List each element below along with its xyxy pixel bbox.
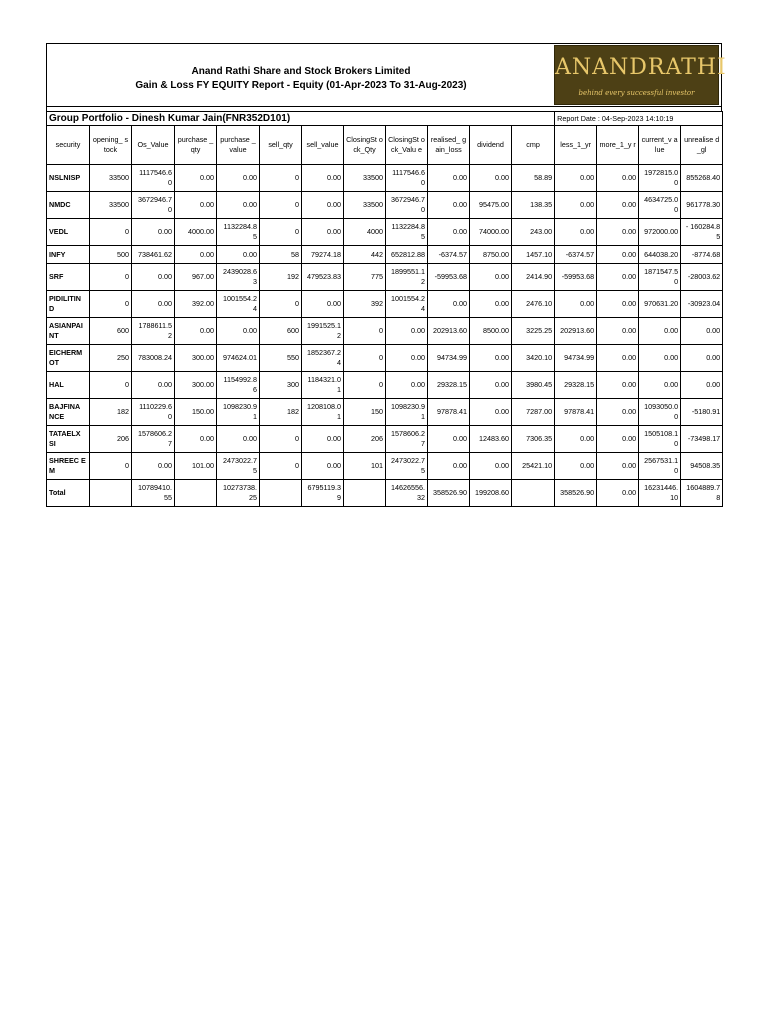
cell-opening_stock: 182 bbox=[90, 399, 132, 426]
cell-sell_qty: 0 bbox=[260, 453, 302, 480]
cell-dividend: 0.00 bbox=[470, 399, 512, 426]
cell-dividend: 0.00 bbox=[470, 345, 512, 372]
report-title bbox=[47, 65, 555, 93]
cell-less_1_yr: 0.00 bbox=[555, 426, 597, 453]
cell-less_1_yr: 97878.41 bbox=[555, 399, 597, 426]
cell-sell_value: 0.00 bbox=[302, 165, 344, 192]
cell-dividend: 0.00 bbox=[470, 264, 512, 291]
cell-cmp: 2476.10 bbox=[512, 291, 555, 318]
cell-ClosingStock_Qty: 33500 bbox=[344, 192, 386, 219]
cell-purchase_qty: 300.00 bbox=[175, 372, 217, 399]
cell-realised_gain_loss: 0.00 bbox=[428, 165, 470, 192]
security-cell: NMDC bbox=[47, 192, 90, 219]
cell-more_1_yr: 0.00 bbox=[597, 219, 639, 246]
cell-cmp: 1457.10 bbox=[512, 246, 555, 264]
cell-dividend: 8750.00 bbox=[470, 246, 512, 264]
cell-current_value: 0.00 bbox=[639, 318, 681, 345]
cell-unrealised_gl: 961778.30 bbox=[681, 192, 723, 219]
cell-less_1_yr: -6374.57 bbox=[555, 246, 597, 264]
table-row bbox=[47, 453, 723, 480]
cell-ClosingStock_Qty: 0 bbox=[344, 372, 386, 399]
cell-current_value: 1093050.0 0 bbox=[639, 399, 681, 426]
cell-ClosingStock_Qty: 101 bbox=[344, 453, 386, 480]
cell-realised_gain_loss: 0.00 bbox=[428, 291, 470, 318]
cell-purchase_value: 1154992.8 6 bbox=[217, 372, 260, 399]
cell-opening_stock: 600 bbox=[90, 318, 132, 345]
cell-sell_qty: 0 bbox=[260, 192, 302, 219]
cell-realised_gain_loss: -59953.68 bbox=[428, 264, 470, 291]
cell-purchase_value: 1001554.2 4 bbox=[217, 291, 260, 318]
cell-unrealised_gl: -73498.17 bbox=[681, 426, 723, 453]
cell-purchase_value: 1098230.9 1 bbox=[217, 399, 260, 426]
cell-purchase_qty: 392.00 bbox=[175, 291, 217, 318]
security-cell: INFY bbox=[47, 246, 90, 264]
column-header-more_1_yr: more_1_y r bbox=[597, 126, 639, 165]
security-cell: Total bbox=[47, 480, 90, 507]
cell-dividend: 74000.00 bbox=[470, 219, 512, 246]
cell-cmp: 58.89 bbox=[512, 165, 555, 192]
cell-ClosingStock_Value: 0.00 bbox=[386, 372, 428, 399]
table-row bbox=[47, 246, 723, 264]
cell-current_value: 1972815.0 0 bbox=[639, 165, 681, 192]
column-header-row bbox=[47, 126, 723, 165]
cell-unrealised_gl: -8774.68 bbox=[681, 246, 723, 264]
cell-unrealised_gl: 0.00 bbox=[681, 345, 723, 372]
cell-Os_Value: 10789410. 55 bbox=[132, 480, 175, 507]
cell-purchase_qty: 0.00 bbox=[175, 192, 217, 219]
cell-sell_value: 1852367.2 4 bbox=[302, 345, 344, 372]
cell-sell_qty: 300 bbox=[260, 372, 302, 399]
cell-cmp: 3420.10 bbox=[512, 345, 555, 372]
cell-current_value: 972000.00 bbox=[639, 219, 681, 246]
cell-opening_stock: 0 bbox=[90, 291, 132, 318]
table-row bbox=[47, 372, 723, 399]
column-header-realised_gain_loss: realised_ gain_loss bbox=[428, 126, 470, 165]
cell-realised_gain_loss: 94734.99 bbox=[428, 345, 470, 372]
cell-Os_Value: 783008.24 bbox=[132, 345, 175, 372]
cell-dividend: 0.00 bbox=[470, 291, 512, 318]
cell-sell_qty: 0 bbox=[260, 291, 302, 318]
cell-ClosingStock_Value: 1899551.1 2 bbox=[386, 264, 428, 291]
cell-Os_Value: 738461.62 bbox=[132, 246, 175, 264]
cell-sell_value: 0.00 bbox=[302, 426, 344, 453]
cell-less_1_yr: 94734.99 bbox=[555, 345, 597, 372]
cell-less_1_yr: 202913.60 bbox=[555, 318, 597, 345]
cell-dividend: 8500.00 bbox=[470, 318, 512, 345]
cell-ClosingStock_Qty: 206 bbox=[344, 426, 386, 453]
cell-ClosingStock_Qty: 4000 bbox=[344, 219, 386, 246]
cell-sell_qty: 0 bbox=[260, 165, 302, 192]
column-header-purchase_value: purchase _value bbox=[217, 126, 260, 165]
cell-current_value: 4634725.0 0 bbox=[639, 192, 681, 219]
security-cell: SHREEC EM bbox=[47, 453, 90, 480]
cell-dividend: 199208.60 bbox=[470, 480, 512, 507]
report-subtitle: Gain & Loss FY EQUITY Report - Equity (01-Apr-2023 To 31-Aug-2023) bbox=[135, 80, 467, 91]
cell-ClosingStock_Value: 1132284.8 5 bbox=[386, 219, 428, 246]
cell-more_1_yr: 0.00 bbox=[597, 246, 639, 264]
cell-unrealised_gl: 855268.40 bbox=[681, 165, 723, 192]
cell-more_1_yr: 0.00 bbox=[597, 480, 639, 507]
cell-current_value: 970631.20 bbox=[639, 291, 681, 318]
table-row bbox=[47, 264, 723, 291]
cell-opening_stock: 0 bbox=[90, 219, 132, 246]
cell-ClosingStock_Qty: 0 bbox=[344, 318, 386, 345]
cell-sell_qty: 600 bbox=[260, 318, 302, 345]
cell-ClosingStock_Value: 0.00 bbox=[386, 318, 428, 345]
cell-purchase_value: 10273738. 25 bbox=[217, 480, 260, 507]
cell-realised_gain_loss: 0.00 bbox=[428, 192, 470, 219]
cell-realised_gain_loss: 358526.90 bbox=[428, 480, 470, 507]
cell-Os_Value: 1578606.2 7 bbox=[132, 426, 175, 453]
cell-dividend: 0.00 bbox=[470, 165, 512, 192]
cell-ClosingStock_Qty: 0 bbox=[344, 345, 386, 372]
cell-current_value: 1505108.1 0 bbox=[639, 426, 681, 453]
cell-purchase_value: 0.00 bbox=[217, 192, 260, 219]
cell-purchase_value: 0.00 bbox=[217, 246, 260, 264]
cell-purchase_value: 1132284.8 5 bbox=[217, 219, 260, 246]
security-cell: VEDL bbox=[47, 219, 90, 246]
cell-more_1_yr: 0.00 bbox=[597, 426, 639, 453]
cell-unrealised_gl: -30923.04 bbox=[681, 291, 723, 318]
cell-ClosingStock_Qty: 442 bbox=[344, 246, 386, 264]
security-cell: EICHERM OT bbox=[47, 345, 90, 372]
column-header-ClosingStock_Value: ClosingSt ock_Valu e bbox=[386, 126, 428, 165]
cell-sell_value: 0.00 bbox=[302, 192, 344, 219]
cell-ClosingStock_Value: 652812.88 bbox=[386, 246, 428, 264]
column-header-purchase_qty: purchase _qty bbox=[175, 126, 217, 165]
cell-realised_gain_loss: 202913.60 bbox=[428, 318, 470, 345]
cell-unrealised_gl: -28003.62 bbox=[681, 264, 723, 291]
cell-opening_stock: 250 bbox=[90, 345, 132, 372]
cell-opening_stock: 0 bbox=[90, 264, 132, 291]
column-header-Os_Value: Os_Value bbox=[132, 126, 175, 165]
column-header-dividend: dividend bbox=[470, 126, 512, 165]
cell-cmp: 7306.35 bbox=[512, 426, 555, 453]
cell-sell_qty: 58 bbox=[260, 246, 302, 264]
cell-current_value: 644038.20 bbox=[639, 246, 681, 264]
cell-ClosingStock_Qty: 775 bbox=[344, 264, 386, 291]
cell-sell_value: 479523.83 bbox=[302, 264, 344, 291]
cell-sell_value: 79274.18 bbox=[302, 246, 344, 264]
cell-purchase_qty: 0.00 bbox=[175, 318, 217, 345]
cell-unrealised_gl: -5180.91 bbox=[681, 399, 723, 426]
table-row bbox=[47, 291, 723, 318]
cell-unrealised_gl: - 160284.85 bbox=[681, 219, 723, 246]
cell-opening_stock: 33500 bbox=[90, 165, 132, 192]
cell-purchase_qty: 101.00 bbox=[175, 453, 217, 480]
cell-less_1_yr: 0.00 bbox=[555, 192, 597, 219]
cell-sell_value: 0.00 bbox=[302, 453, 344, 480]
cell-ClosingStock_Qty: 33500 bbox=[344, 165, 386, 192]
cell-Os_Value: 0.00 bbox=[132, 372, 175, 399]
cell-sell_value: 6795119.3 9 bbox=[302, 480, 344, 507]
cell-Os_Value: 3672946.7 0 bbox=[132, 192, 175, 219]
cell-purchase_value: 2439028.6 3 bbox=[217, 264, 260, 291]
cell-ClosingStock_Value: 1001554.2 4 bbox=[386, 291, 428, 318]
cell-opening_stock: 500 bbox=[90, 246, 132, 264]
security-cell: NSLNISP bbox=[47, 165, 90, 192]
cell-ClosingStock_Value: 0.00 bbox=[386, 345, 428, 372]
cell-cmp: 3980.45 bbox=[512, 372, 555, 399]
cell-unrealised_gl: 0.00 bbox=[681, 372, 723, 399]
cell-purchase_value: 0.00 bbox=[217, 426, 260, 453]
cell-opening_stock: 0 bbox=[90, 453, 132, 480]
security-cell: HAL bbox=[47, 372, 90, 399]
cell-ClosingStock_Value: 1117546.6 0 bbox=[386, 165, 428, 192]
cell-ClosingStock_Qty: 150 bbox=[344, 399, 386, 426]
cell-cmp bbox=[512, 480, 555, 507]
cell-realised_gain_loss: 0.00 bbox=[428, 453, 470, 480]
cell-realised_gain_loss: 97878.41 bbox=[428, 399, 470, 426]
cell-sell_qty bbox=[260, 480, 302, 507]
cell-sell_qty: 182 bbox=[260, 399, 302, 426]
column-header-opening_stock: opening_ stock bbox=[90, 126, 132, 165]
cell-purchase_value: 0.00 bbox=[217, 318, 260, 345]
column-header-security: security bbox=[47, 126, 90, 165]
cell-purchase_qty: 0.00 bbox=[175, 165, 217, 192]
cell-sell_qty: 192 bbox=[260, 264, 302, 291]
cell-less_1_yr: 0.00 bbox=[555, 219, 597, 246]
cell-more_1_yr: 0.00 bbox=[597, 453, 639, 480]
cell-purchase_qty bbox=[175, 480, 217, 507]
cell-purchase_qty: 967.00 bbox=[175, 264, 217, 291]
cell-purchase_qty: 0.00 bbox=[175, 426, 217, 453]
cell-purchase_qty: 150.00 bbox=[175, 399, 217, 426]
company-name: Anand Rathi Share and Stock Brokers Limited bbox=[191, 66, 411, 77]
column-header-unrealised_gl: unrealise d_gl bbox=[681, 126, 723, 165]
column-header-cmp: cmp bbox=[512, 126, 555, 165]
cell-cmp: 138.35 bbox=[512, 192, 555, 219]
cell-sell_qty: 0 bbox=[260, 219, 302, 246]
cell-ClosingStock_Value: 3672946.7 0 bbox=[386, 192, 428, 219]
column-header-sell_value: sell_value bbox=[302, 126, 344, 165]
cell-cmp: 7287.00 bbox=[512, 399, 555, 426]
table-row bbox=[47, 345, 723, 372]
cell-unrealised_gl: 0.00 bbox=[681, 318, 723, 345]
cell-more_1_yr: 0.00 bbox=[597, 318, 639, 345]
cell-opening_stock: 0 bbox=[90, 372, 132, 399]
cell-dividend: 12483.60 bbox=[470, 426, 512, 453]
cell-purchase_value: 0.00 bbox=[217, 165, 260, 192]
cell-current_value: 0.00 bbox=[639, 345, 681, 372]
cell-less_1_yr: 0.00 bbox=[555, 291, 597, 318]
cell-ClosingStock_Qty: 392 bbox=[344, 291, 386, 318]
total-row bbox=[47, 480, 723, 507]
report-date: Report Date : 04-Sep-2023 14:10:19 bbox=[555, 112, 723, 126]
cell-current_value: 1871547.5 0 bbox=[639, 264, 681, 291]
cell-cmp: 2414.90 bbox=[512, 264, 555, 291]
security-cell: ASIANPAI NT bbox=[47, 318, 90, 345]
cell-opening_stock: 33500 bbox=[90, 192, 132, 219]
cell-dividend: 0.00 bbox=[470, 372, 512, 399]
cell-less_1_yr: 358526.90 bbox=[555, 480, 597, 507]
column-header-ClosingStock_Qty: ClosingSt ock_Qty bbox=[344, 126, 386, 165]
cell-cmp: 243.00 bbox=[512, 219, 555, 246]
cell-dividend: 0.00 bbox=[470, 453, 512, 480]
cell-Os_Value: 1110229.6 0 bbox=[132, 399, 175, 426]
security-cell: BAJFINA NCE bbox=[47, 399, 90, 426]
anandrathi-logo bbox=[554, 45, 727, 105]
cell-realised_gain_loss: -6374.57 bbox=[428, 246, 470, 264]
cell-Os_Value: 0.00 bbox=[132, 453, 175, 480]
cell-current_value: 16231446. 10 bbox=[639, 480, 681, 507]
cell-purchase_qty: 300.00 bbox=[175, 345, 217, 372]
logo-brand-text: ANANDRATHI bbox=[555, 55, 727, 80]
cell-ClosingStock_Qty bbox=[344, 480, 386, 507]
cell-realised_gain_loss: 0.00 bbox=[428, 219, 470, 246]
cell-current_value: 2567531.1 0 bbox=[639, 453, 681, 480]
security-cell: SRF bbox=[47, 264, 90, 291]
cell-opening_stock bbox=[90, 480, 132, 507]
cell-dividend: 95475.00 bbox=[470, 192, 512, 219]
column-header-sell_qty: sell_qty bbox=[260, 126, 302, 165]
cell-unrealised_gl: 1604889.7 8 bbox=[681, 480, 723, 507]
cell-sell_value: 1991525.1 2 bbox=[302, 318, 344, 345]
cell-purchase_qty: 0.00 bbox=[175, 246, 217, 264]
logo-tagline: behind every successful investor bbox=[578, 89, 695, 97]
cell-realised_gain_loss: 29328.15 bbox=[428, 372, 470, 399]
cell-purchase_qty: 4000.00 bbox=[175, 219, 217, 246]
cell-more_1_yr: 0.00 bbox=[597, 291, 639, 318]
table-row bbox=[47, 219, 723, 246]
cell-more_1_yr: 0.00 bbox=[597, 372, 639, 399]
cell-sell_value: 0.00 bbox=[302, 291, 344, 318]
cell-less_1_yr: 29328.15 bbox=[555, 372, 597, 399]
cell-ClosingStock_Value: 1098230.9 1 bbox=[386, 399, 428, 426]
cell-less_1_yr: -59953.68 bbox=[555, 264, 597, 291]
cell-ClosingStock_Value: 14626556. 32 bbox=[386, 480, 428, 507]
cell-cmp: 3225.25 bbox=[512, 318, 555, 345]
cell-sell_qty: 550 bbox=[260, 345, 302, 372]
holdings-table bbox=[46, 111, 723, 507]
cell-more_1_yr: 0.00 bbox=[597, 264, 639, 291]
cell-sell_value: 1184321.0 1 bbox=[302, 372, 344, 399]
portfolio-row bbox=[47, 112, 723, 126]
cell-ClosingStock_Value: 2473022.7 5 bbox=[386, 453, 428, 480]
cell-realised_gain_loss: 0.00 bbox=[428, 426, 470, 453]
cell-current_value: 0.00 bbox=[639, 372, 681, 399]
report-header bbox=[46, 43, 727, 107]
table-row bbox=[47, 399, 723, 426]
table-row bbox=[47, 426, 723, 453]
cell-purchase_value: 2473022.7 5 bbox=[217, 453, 260, 480]
column-header-less_1_yr: less_1_yr bbox=[555, 126, 597, 165]
cell-cmp: 25421.10 bbox=[512, 453, 555, 480]
cell-purchase_value: 974624.01 bbox=[217, 345, 260, 372]
cell-more_1_yr: 0.00 bbox=[597, 345, 639, 372]
cell-Os_Value: 0.00 bbox=[132, 264, 175, 291]
security-cell: TATAELX SI bbox=[47, 426, 90, 453]
cell-ClosingStock_Value: 1578606.2 7 bbox=[386, 426, 428, 453]
cell-sell_qty: 0 bbox=[260, 426, 302, 453]
table-row bbox=[47, 192, 723, 219]
cell-Os_Value: 0.00 bbox=[132, 291, 175, 318]
table-row bbox=[47, 318, 723, 345]
cell-unrealised_gl: 94508.35 bbox=[681, 453, 723, 480]
cell-more_1_yr: 0.00 bbox=[597, 192, 639, 219]
column-header-current_value: current_v alue bbox=[639, 126, 681, 165]
cell-less_1_yr: 0.00 bbox=[555, 453, 597, 480]
cell-Os_Value: 1788611.5 2 bbox=[132, 318, 175, 345]
table-row bbox=[47, 165, 723, 192]
gain-loss-report bbox=[46, 43, 727, 507]
cell-sell_value: 0.00 bbox=[302, 219, 344, 246]
cell-less_1_yr: 0.00 bbox=[555, 165, 597, 192]
cell-more_1_yr: 0.00 bbox=[597, 165, 639, 192]
cell-Os_Value: 1117546.6 0 bbox=[132, 165, 175, 192]
security-cell: PIDILITIN D bbox=[47, 291, 90, 318]
cell-opening_stock: 206 bbox=[90, 426, 132, 453]
cell-Os_Value: 0.00 bbox=[132, 219, 175, 246]
cell-more_1_yr: 0.00 bbox=[597, 399, 639, 426]
portfolio-name: Group Portfolio - Dinesh Kumar Jain(FNR352D101) bbox=[47, 112, 555, 126]
cell-sell_value: 1208108.0 1 bbox=[302, 399, 344, 426]
